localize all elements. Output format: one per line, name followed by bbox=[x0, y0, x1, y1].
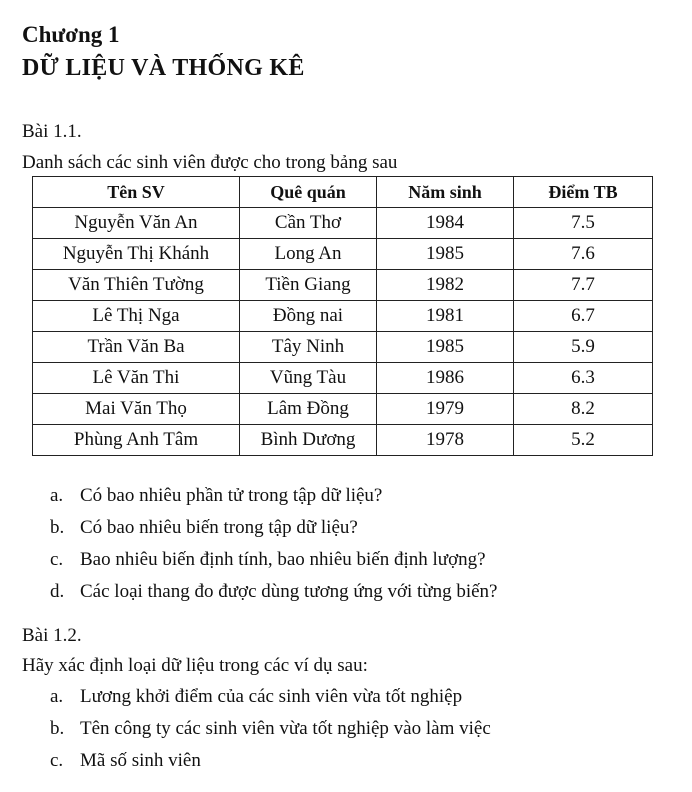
column-header-gpa: Điểm TB bbox=[514, 177, 653, 208]
question-text: Lương khởi điểm của các sinh viên vừa tốt nghiệp bbox=[80, 686, 463, 707]
student-name-cell: Phùng Anh Tâm bbox=[33, 425, 240, 456]
gpa-cell: 5.9 bbox=[514, 332, 653, 363]
birth-year-cell: 1986 bbox=[377, 363, 514, 394]
student-name-cell: Nguyễn Thị Khánh bbox=[33, 239, 240, 270]
hometown-cell: Tây Ninh bbox=[240, 332, 377, 363]
birth-year-cell: 1985 bbox=[377, 239, 514, 270]
table-row bbox=[33, 363, 653, 394]
hometown-cell: Bình Dương bbox=[240, 425, 377, 456]
question-letter: c. bbox=[50, 750, 64, 771]
gpa-cell: 7.6 bbox=[514, 239, 653, 270]
gpa-cell: 6.7 bbox=[514, 301, 653, 332]
birth-year-cell: 1984 bbox=[377, 208, 514, 239]
exercise-1-questions bbox=[50, 482, 498, 610]
question-text: Các loại thang đo được dùng tương ứng với từng biến? bbox=[80, 581, 498, 602]
hometown-cell: Vũng Tàu bbox=[240, 363, 377, 394]
question-item bbox=[50, 482, 498, 514]
chapter-label: Chương 1 bbox=[22, 22, 120, 47]
question-letter: a. bbox=[50, 485, 64, 506]
question-letter: d. bbox=[50, 581, 65, 602]
exercise-2-questions bbox=[50, 683, 491, 779]
hometown-cell: Đồng nai bbox=[240, 301, 377, 332]
gpa-cell: 7.5 bbox=[514, 208, 653, 239]
table-header-row bbox=[33, 177, 653, 208]
exercise-2-title: Bài 1.2. bbox=[22, 625, 82, 646]
question-text: Mã số sinh viên bbox=[80, 750, 201, 771]
table-row bbox=[33, 425, 653, 456]
gpa-cell: 7.7 bbox=[514, 270, 653, 301]
question-item bbox=[50, 715, 491, 747]
birth-year-cell: 1981 bbox=[377, 301, 514, 332]
student-table bbox=[32, 176, 653, 456]
question-letter: c. bbox=[50, 549, 64, 570]
table-row bbox=[33, 208, 653, 239]
birth-year-cell: 1985 bbox=[377, 332, 514, 363]
question-text: Tên công ty các sinh viên vừa tốt nghiệp vào làm việc bbox=[80, 718, 491, 739]
birth-year-cell: 1978 bbox=[377, 425, 514, 456]
hometown-cell: Tiền Giang bbox=[240, 270, 377, 301]
student-name-cell: Lê Thị Nga bbox=[33, 301, 240, 332]
question-item bbox=[50, 546, 498, 578]
table-row bbox=[33, 239, 653, 270]
question-item bbox=[50, 578, 498, 610]
student-name-cell: Văn Thiên Tường bbox=[33, 270, 240, 301]
column-header-birth-year: Năm sinh bbox=[377, 177, 514, 208]
question-letter: b. bbox=[50, 517, 65, 538]
gpa-cell: 8.2 bbox=[514, 394, 653, 425]
student-name-cell: Lê Văn Thi bbox=[33, 363, 240, 394]
student-name-cell: Nguyễn Văn An bbox=[33, 208, 240, 239]
column-header-name: Tên SV bbox=[33, 177, 240, 208]
hometown-cell: Cần Thơ bbox=[240, 208, 377, 239]
hometown-cell: Lâm Đồng bbox=[240, 394, 377, 425]
hometown-cell: Long An bbox=[240, 239, 377, 270]
student-name-cell: Mai Văn Thọ bbox=[33, 394, 240, 425]
column-header-hometown: Quê quán bbox=[240, 177, 377, 208]
chapter-title: DỮ LIỆU VÀ THỐNG KÊ bbox=[22, 55, 305, 81]
table-row bbox=[33, 394, 653, 425]
exercise-2-intro: Hãy xác định loại dữ liệu trong các ví dụ sau: bbox=[22, 655, 368, 676]
question-item bbox=[50, 514, 498, 546]
question-item bbox=[50, 747, 491, 779]
table-row bbox=[33, 270, 653, 301]
question-text: Có bao nhiêu biến trong tập dữ liệu? bbox=[80, 517, 358, 538]
question-letter: b. bbox=[50, 718, 65, 739]
exercise-1-intro: Danh sách các sinh viên được cho trong bảng sau bbox=[22, 152, 398, 173]
question-text: Có bao nhiêu phần tử trong tập dữ liệu? bbox=[80, 485, 383, 506]
birth-year-cell: 1982 bbox=[377, 270, 514, 301]
birth-year-cell: 1979 bbox=[377, 394, 514, 425]
question-text: Bao nhiêu biến định tính, bao nhiêu biến định lượng? bbox=[80, 549, 486, 570]
table-row bbox=[33, 301, 653, 332]
question-letter: a. bbox=[50, 686, 64, 707]
question-item bbox=[50, 683, 491, 715]
exercise-1-title: Bài 1.1. bbox=[22, 121, 82, 142]
gpa-cell: 6.3 bbox=[514, 363, 653, 394]
table-row bbox=[33, 332, 653, 363]
gpa-cell: 5.2 bbox=[514, 425, 653, 456]
student-name-cell: Trần Văn Ba bbox=[33, 332, 240, 363]
